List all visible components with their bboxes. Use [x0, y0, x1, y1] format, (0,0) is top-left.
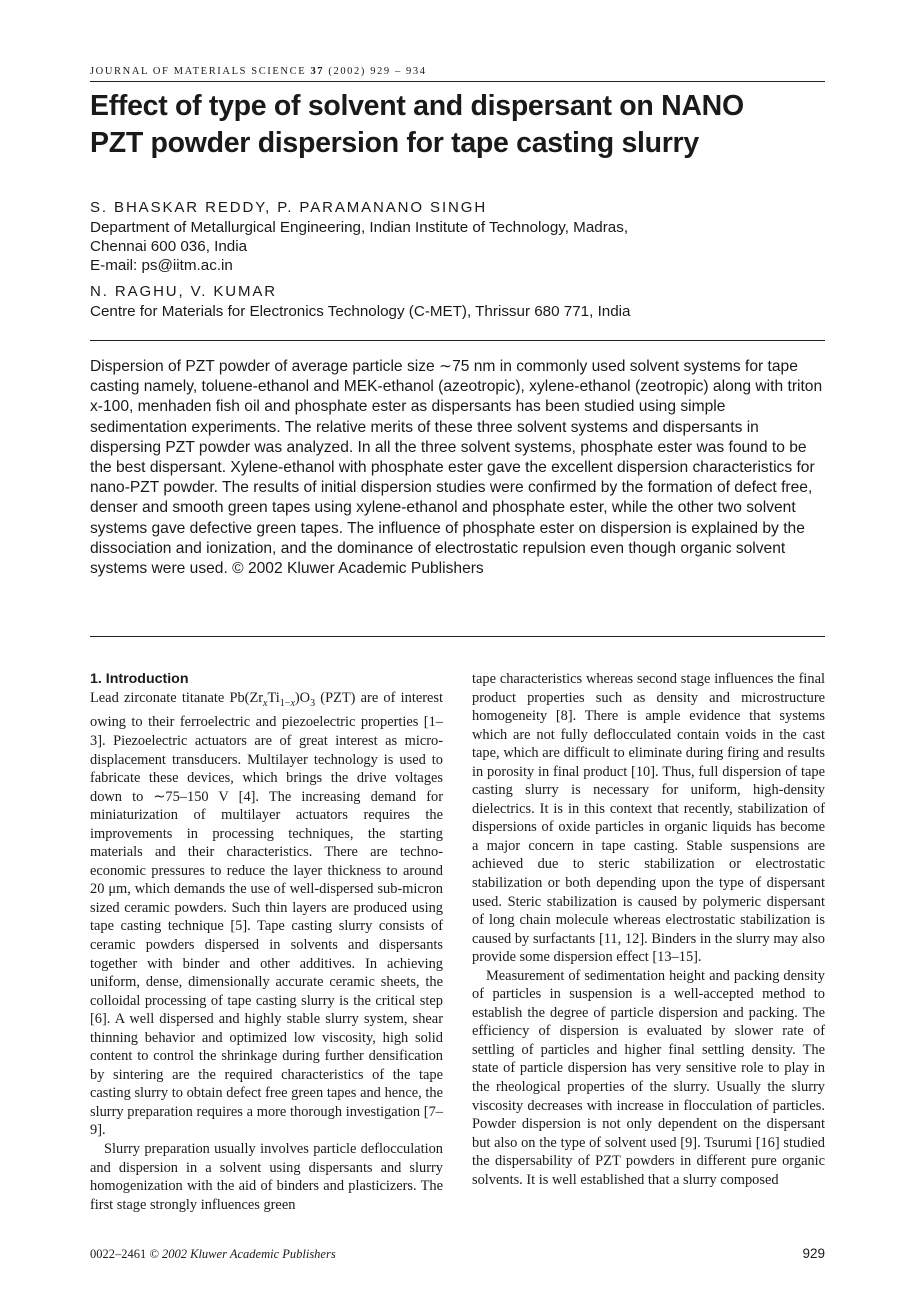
abstract-copyright: © 2002 Kluwer Academic Publishers — [232, 560, 484, 578]
intro-paragraph-4: Measurement of sedimentation height and packing density of particles in suspension is a well-accepted method to establish the degree of particle dispersion and packing. The efficiency of dispersion is evaluated by slower rate of settling of particles and higher final settling density. The state of particle dispersion has very sensitive role to play in the rheological properties of the slurry. Usually the slurry viscosity decreases with increase in flocculation of particles. Powder dispersion is not only dependent on the dispersant but also on the type of solvent used [9]. Tsurumi [16] studied the dispersability of PZT powders in different pure organic solvents. It is well established that a slurry composed — [472, 967, 825, 1188]
author-email: E-mail: ps@iitm.ac.in — [90, 257, 233, 274]
affiliation-2 — [90, 302, 631, 321]
journal-volume: 37 — [310, 66, 325, 77]
intro-paragraph-2: Slurry preparation usually involves particle deflocculation and dispersion in a solvent using dispersants and slurry homogenization with the aid of binders and plasticizers. The first stage strongly influences green — [90, 1141, 443, 1213]
intro-p1-start: Lead zirconate titanate Pb(Zr — [90, 690, 264, 706]
title-line-2: PZT powder dispersion for tape casting slurry — [90, 127, 699, 159]
journal-year-pages: (2002) 929 – 934 — [324, 66, 427, 77]
intro-paragraph-1: Lead zirconate titanate $Pb(Zr_xTi_{1-x})O_3$ (PZT) are of interest owing to their ferroelectric and piezoelectric properties [1–3]. Piezoelectric actuators are of great interest as micro-displacement transducers. Multilayer technology is used to fabricate these devices, which brings the drive voltages down to ∼75–150 V [4]. The increasing demand for miniaturization of multilayer actuators requires the improvements in processing techniques, the starting materials and their characteristics. There are techno-economic pressures to reduce the layer thickness to around 20 μm, which demands the use of well-dispersed sub-micron sized ceramic powders. Such thin layers are produced using tape casting technique [5]. Tape casting slurry consists of ceramic powders dispersed in solvents and dispersants together with binder and other additives. In achieving uniform, dense, dimensionally accurate ceramic sheets, the colloidal processing of tape casting slurry is the critical step [6]. A well dispersed and highly stable slurry system, shear thinning behavior and optimized low viscosity, high solid content to control the shrinkage during further densification by sintering are the required characteristics of the tape casting slurry to obtain defect free green tapes and hence, the slurry preparation requires a more thorough investigation [7–9]. — [90, 690, 443, 1139]
journal-header — [90, 66, 427, 77]
footer-copyright — [90, 1247, 336, 1262]
footer-publisher: © 2002 Kluwer Academic Publishers — [149, 1247, 336, 1261]
header-rule — [90, 81, 825, 82]
author-names-2: N. RAGHU, V. KUMAR — [90, 283, 278, 300]
title-line-1: Effect of type of solvent and dispersant on NANO — [90, 90, 744, 122]
abstract — [90, 357, 825, 579]
intro-p1-formula: )O — [294, 690, 311, 706]
author-names-1: S. BHASKAR REDDY, P. PARAMANANO SINGH — [90, 199, 488, 216]
right-column — [472, 670, 825, 1189]
affiliation-1 — [90, 218, 628, 275]
abstract-text: Dispersion of PZT powder of average particle size ∼75 nm in commonly used solvent systems for tape casting namely, toluene-ethanol and MEK-ethanol (azeotropic), xylene-ethanol (zeotropic) along with triton x-100, menhaden fish oil and phosphate ester as dispersants has been studied using simple sedimentation experiments. The relative merits of these three solvent systems and dispersants in dispersing PZT powder was analyzed. In all the three solvent systems, phosphate ester was found to be the best dispersant. Xylene-ethanol with phosphate ester gave the excellent dispersion characteristics for nano-PZT powder. The results of initial dispersion studies were confirmed by the formation of defect free, denser and smooth green tapes using xylene-ethanol and phosphate ester, while the other two solvent systems gave defective green tapes. The influence of phosphate ester on dispersion is explained by the dissociation and ionization, and the dominance of electrostatic repulsion even though organic solvent systems were used. — [90, 358, 823, 578]
affiliation-1-line-1: Department of Metallurgical Engineering, Indian Institute of Technology, Madras, — [90, 219, 629, 236]
affiliation-1-line-2: Chennai 600 036, India — [90, 238, 248, 255]
affiliation-2-line-1: Centre for Materials for Electronics Technology (C-MET), Thrissur 680 771, India — [90, 303, 631, 320]
abstract-bottom-rule — [90, 636, 825, 637]
section-heading-introduction: 1. Introduction — [90, 671, 189, 687]
journal-name: JOURNAL OF MATERIALS SCIENCE — [90, 66, 311, 77]
intro-p1-rest: (PZT) are of interest owing to their ferroelectric and piezoelectric properties [1–3]. Piezoelectric actuators are of great interest as micro-displacement transducers. Multilayer technology is used to fabricate these devices, which brings the drive voltages down to ∼75–150 V [4]. The increasing demand for miniaturization of multilayer actuators requires the improvements in processing techniques, the starting materials and their characteristics. There are techno-economic pressures to reduce the layer thickness to around 20 μm, which demands the use of well-dispersed sub-micron sized ceramic powders. Such thin layers are produced using tape casting technique [5]. Tape casting slurry consists of ceramic powders dispersed in solvents and dispersants together with binder and other additives. In achieving uniform, dense, dimensionally accurate ceramic sheets, the colloidal processing of tape casting slurry is the critical step [6]. A well dispersed and highly stable slurry system, shear thinning behavior and optimized low viscosity, high solid content to control the shrinkage during further densification by sintering are the required characteristics of the tape casting slurry to obtain defect free green tapes and hence, the slurry preparation requires a more thorough investigation [7–9]. — [90, 690, 443, 1139]
footer-issn: 0022–2461 — [90, 1247, 150, 1261]
left-column — [90, 670, 443, 1214]
abstract-top-rule — [90, 340, 825, 341]
paper-title — [90, 88, 825, 162]
intro-paragraph-3: tape characteristics whereas second stage influences the final product properties such as density and microstructure homogeneity [8]. There is ample evidence that systems which are not fully deflocculated contain voids in the cast tape, which are difficult to eliminate during firing and results in porosity in final product [10]. Thus, full dispersion of tape casting slurry is necessary for uniform, high-density dielectrics. It is in this context that recently, stabilization of dispersions of oxide particles in organic liquids has become a major concern in tape casting. Stable suspensions are achieved due to steric stabilization or electrostatic stabilization or both depending upon the type of dispersant used. Steric stabilization is caused by polymeric dispersant of long chain molecule whereas electrostatic stabilization is caused by surfactants [11, 12]. Binders in the slurry may also provide some dispersion effect [13–15]. — [472, 671, 825, 966]
page-number: 929 — [802, 1246, 825, 1261]
